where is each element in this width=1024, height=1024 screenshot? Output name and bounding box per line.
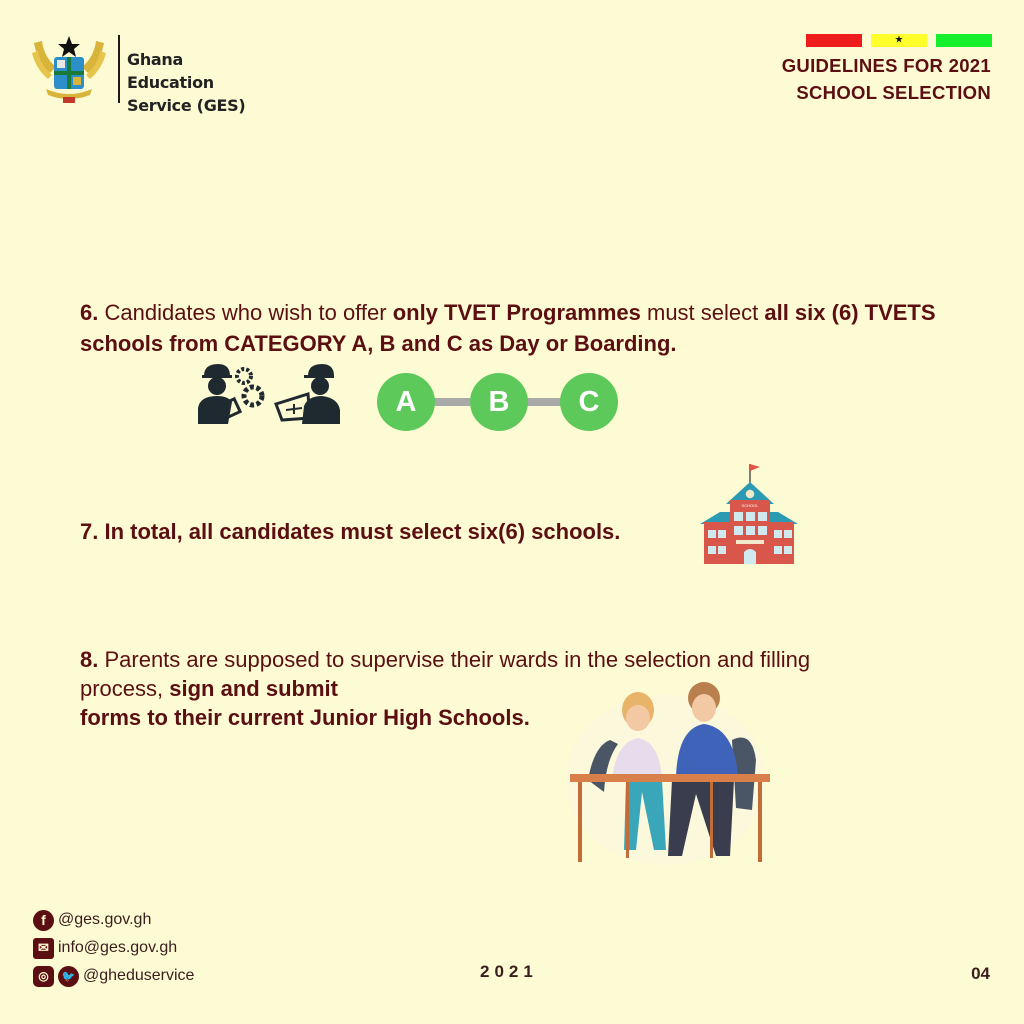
page-title: GUIDELINES FOR 2021 SCHOOL SELECTION (781, 55, 991, 103)
flag-yellow-bar (871, 34, 927, 47)
email-icon: ✉ (33, 938, 54, 959)
connector-line (525, 398, 563, 406)
twitter-icon: 🐦 (58, 966, 79, 987)
connector-line (432, 398, 470, 406)
technical-workers-icon (198, 362, 343, 424)
coat-of-arms-icon (30, 33, 108, 105)
guideline-item-7: 7. In total, all candidates must select six(6) schools. (80, 519, 621, 544)
svg-text:SCHOOL: SCHOOL (741, 503, 759, 508)
category-b-node: B (470, 373, 528, 431)
flag-red-bar (806, 34, 862, 47)
social-contact[interactable]: ◎ 🐦 @gheduservice (33, 962, 194, 990)
category-chain (377, 373, 622, 431)
star-icon: ★ (894, 34, 904, 45)
instagram-icon: ◎ (33, 966, 54, 987)
guideline-item-6: 6. Candidates who wish to offer only TVET Programmes must select all six (6) TVETS schools from CATEGORY A, B and C as Day or Boarding. (80, 300, 936, 356)
organization-name: Ghana Education Service (GES) (127, 50, 246, 115)
parent-child-study-illustration (566, 680, 771, 865)
category-a-node: A (377, 373, 435, 431)
guideline-item-8: 8. Parents are supposed to supervise their wards in the selection and filling process, sign and submit forms to their current Junior High Schools. (80, 647, 811, 730)
contact-info (33, 906, 194, 990)
facebook-icon: f (33, 910, 54, 931)
category-c-node: C (560, 373, 618, 431)
email-contact[interactable]: ✉ info@ges.gov.gh (33, 934, 194, 962)
logo-divider (118, 35, 120, 103)
page-number: 04 (971, 964, 990, 983)
facebook-contact[interactable]: f @ges.gov.gh (33, 906, 194, 934)
flag-green-bar (936, 34, 992, 47)
footer-year: 2021 (480, 962, 538, 981)
school-building-icon (700, 462, 798, 564)
ghana-flag-bars (806, 34, 992, 47)
ges-logo (30, 33, 270, 115)
